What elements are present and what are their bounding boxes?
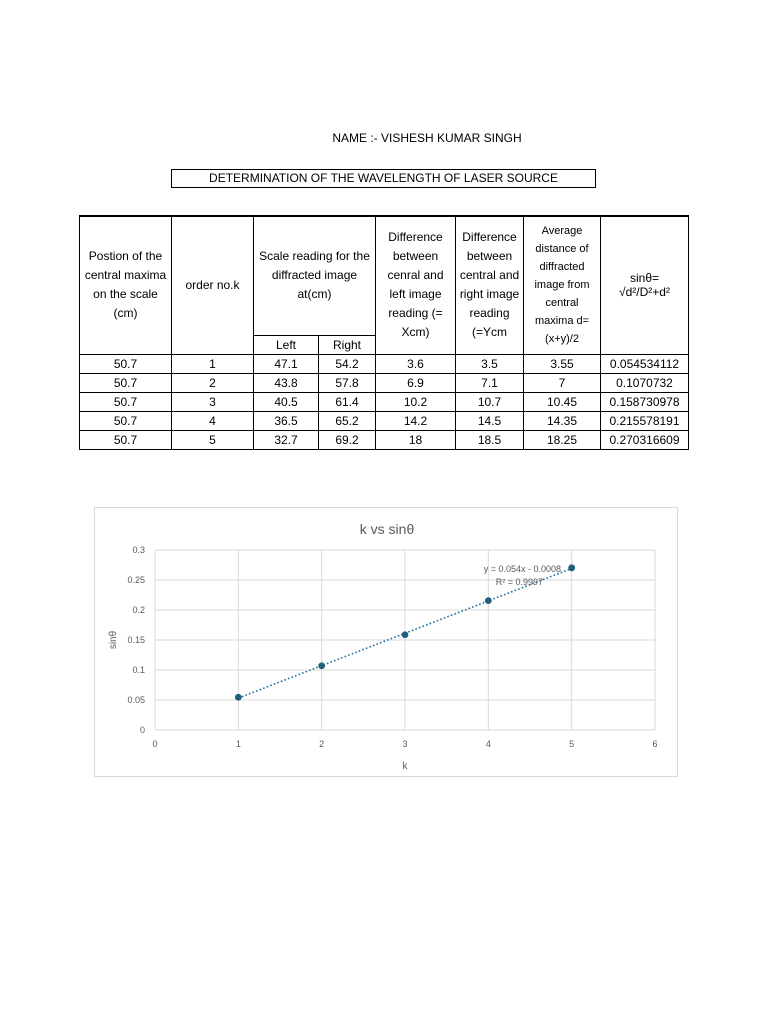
data-point: [402, 631, 409, 638]
y-tick-label: 0.2: [132, 605, 145, 615]
cell-sin-theta: 0.215578191: [601, 411, 689, 430]
data-point: [485, 597, 492, 604]
cell-diff-left: 10.2: [376, 392, 456, 411]
cell-diff-right: 7.1: [456, 373, 524, 392]
data-point: [318, 662, 325, 669]
header-average-distance: Average distance of diffracted image from central maxima d=(x+y)/2: [524, 216, 601, 354]
header-diff-left: Difference between cenral and left image reading (= Xcm): [376, 216, 456, 354]
cell-diff-left: 14.2: [376, 411, 456, 430]
cell-position: 50.7: [80, 411, 172, 430]
y-tick-label: 0.25: [127, 575, 145, 585]
cell-right: 69.2: [319, 430, 376, 449]
cell-diff-left: 18: [376, 430, 456, 449]
cell-left: 32.7: [254, 430, 319, 449]
cell-average: 14.35: [524, 411, 601, 430]
header-sin-theta: [601, 216, 689, 354]
cell-average: 10.45: [524, 392, 601, 411]
chart-container: [94, 507, 678, 777]
cell-diff-right: 10.7: [456, 392, 524, 411]
cell-sin-theta: 0.158730978: [601, 392, 689, 411]
cell-order: 5: [172, 430, 254, 449]
data-point: [568, 564, 575, 571]
y-axis-label: sinθ: [108, 630, 119, 650]
y-tick-label: 0.05: [127, 695, 145, 705]
y-tick-label: 0.3: [132, 545, 145, 555]
observation-table: [79, 215, 689, 450]
table-row: [80, 411, 689, 430]
x-tick-label: 2: [319, 739, 325, 749]
x-tick-label: 5: [569, 739, 575, 749]
data-point: [235, 694, 242, 701]
cell-right: 65.2: [319, 411, 376, 430]
k-vs-sin-chart: [95, 508, 679, 778]
r-squared: R² = 0.9997: [495, 577, 543, 587]
grid: [155, 550, 655, 730]
x-tick-label: 0: [152, 739, 158, 749]
cell-position: 50.7: [80, 430, 172, 449]
cell-left: 43.8: [254, 373, 319, 392]
cell-sin-theta: 0.270316609: [601, 430, 689, 449]
cell-right: 61.4: [319, 392, 376, 411]
cell-left: 40.5: [254, 392, 319, 411]
cell-sin-theta: 0.054534112: [601, 354, 689, 373]
y-tick-label: 0.1: [132, 665, 145, 675]
x-tick-label: 1: [235, 739, 241, 749]
x-tick-label: 6: [652, 739, 658, 749]
cell-order: 3: [172, 392, 254, 411]
y-tick-label: 0.15: [127, 635, 145, 645]
cell-diff-right: 14.5: [456, 411, 524, 430]
cell-position: 50.7: [80, 392, 172, 411]
header-position: Postion of the central maxima on the scale (cm): [80, 216, 172, 354]
cell-position: 50.7: [80, 354, 172, 373]
x-tick-label: 4: [485, 739, 491, 749]
ticks: [127, 545, 657, 749]
header-order: order no.k: [172, 216, 254, 354]
cell-average: 18.25: [524, 430, 601, 449]
table-row: [80, 354, 689, 373]
cell-order: 4: [172, 411, 254, 430]
x-axis-label: k: [402, 761, 408, 772]
header-left: Left: [254, 335, 319, 354]
sin-theta-formula: √d²/D²+d²: [619, 285, 670, 300]
cell-diff-left: 3.6: [376, 354, 456, 373]
cell-order: 2: [172, 373, 254, 392]
cell-diff-right: 3.5: [456, 354, 524, 373]
cell-right: 54.2: [319, 354, 376, 373]
header-right: Right: [319, 335, 376, 354]
trend-equation: y = 0.054x - 0.0008: [483, 564, 561, 574]
cell-average: 3.55: [524, 354, 601, 373]
table-row: [80, 392, 689, 411]
student-name: NAME :- VISHESH KUMAR SINGH: [332, 131, 522, 145]
cell-sin-theta: 0.1070732: [601, 373, 689, 392]
chart-title: k vs sinθ: [359, 521, 415, 537]
header-diff-right: Difference between central and right image reading (=Ycm: [456, 216, 524, 354]
experiment-title: DETERMINATION OF THE WAVELENGTH OF LASER SOURCE: [171, 169, 596, 188]
cell-average: 7: [524, 373, 601, 392]
table-row: [80, 430, 689, 449]
cell-left: 47.1: [254, 354, 319, 373]
sin-theta-label: sinθ=: [629, 271, 660, 286]
cell-position: 50.7: [80, 373, 172, 392]
cell-right: 57.8: [319, 373, 376, 392]
x-tick-label: 3: [402, 739, 408, 749]
cell-order: 1: [172, 354, 254, 373]
header-scale-reading: Scale reading for the diffracted image at(cm): [254, 216, 376, 335]
table-row: [80, 373, 689, 392]
cell-diff-right: 18.5: [456, 430, 524, 449]
cell-left: 36.5: [254, 411, 319, 430]
y-tick-label: 0: [139, 725, 145, 735]
cell-diff-left: 6.9: [376, 373, 456, 392]
